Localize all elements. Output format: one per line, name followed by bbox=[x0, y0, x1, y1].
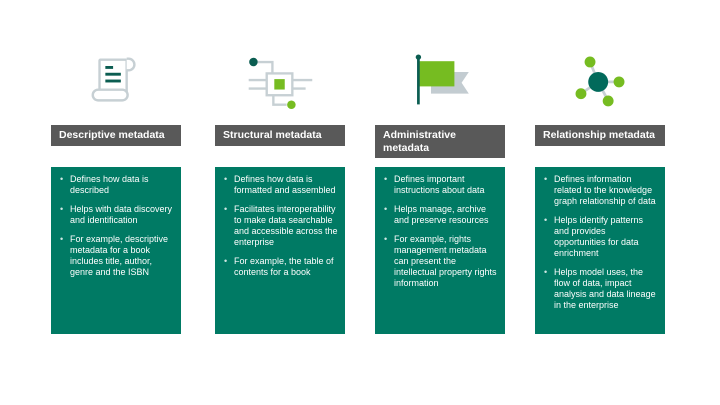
administrative-body bbox=[375, 167, 505, 334]
administrative-icon-area bbox=[375, 48, 505, 114]
bullet-item: • Defines important instructions about data bbox=[383, 174, 498, 196]
bullet-item: • Helps identify patterns and provides opportunities for data enrichment bbox=[543, 215, 658, 259]
relationship-header bbox=[535, 125, 665, 146]
column-descriptive-metadata bbox=[51, 0, 181, 405]
bullet-list bbox=[375, 167, 505, 303]
column-relationship-metadata bbox=[535, 0, 665, 405]
bullet-item: • Defines how data is described bbox=[59, 174, 174, 196]
column-title: Descriptive metadata bbox=[59, 129, 165, 141]
bullet-list bbox=[215, 167, 345, 292]
structural-header bbox=[215, 125, 345, 146]
circuit-icon bbox=[243, 50, 317, 112]
relationship-body bbox=[535, 167, 665, 334]
scroll-icon bbox=[85, 53, 147, 109]
structural-body bbox=[215, 167, 345, 334]
bullet-list bbox=[51, 167, 181, 292]
column-title: Structural metadata bbox=[223, 129, 322, 141]
administrative-header bbox=[375, 125, 505, 158]
bullet-item: • For example, descriptive metadata for a book includes title, author, genre and the ISBN bbox=[59, 234, 174, 278]
structural-icon-area bbox=[215, 48, 345, 114]
bullet-item: • For example, the table of contents for a book bbox=[223, 256, 338, 278]
bullet-item: • Defines information related to the knowledge graph relationship of data bbox=[543, 174, 658, 207]
descriptive-header bbox=[51, 125, 181, 146]
descriptive-body bbox=[51, 167, 181, 334]
descriptive-icon-area bbox=[51, 48, 181, 114]
bullet-item: • Helps with data discovery and identification bbox=[59, 204, 174, 226]
flag-icon bbox=[404, 52, 476, 110]
relationship-icon-area bbox=[535, 48, 665, 114]
column-structural-metadata bbox=[215, 0, 345, 405]
bullet-item: • Helps model uses, the flow of data, impact analysis and data lineage in the enterprise bbox=[543, 267, 658, 311]
bullet-item: • For example, rights management metadata can present the intellectual property rights information bbox=[383, 234, 498, 289]
bullet-item: • Facilitates interoperability to make data searchable and accessible across the enterprise bbox=[223, 204, 338, 248]
column-administrative-metadata bbox=[375, 0, 505, 405]
bullet-item: • Helps manage, archive and preserve resources bbox=[383, 204, 498, 226]
column-title: Relationship metadata bbox=[543, 129, 656, 141]
network-icon bbox=[571, 52, 629, 110]
bullet-item: • Defines how data is formatted and assembled bbox=[223, 174, 338, 196]
column-title: Administrative metadata bbox=[383, 129, 456, 154]
bullet-list bbox=[535, 167, 665, 325]
